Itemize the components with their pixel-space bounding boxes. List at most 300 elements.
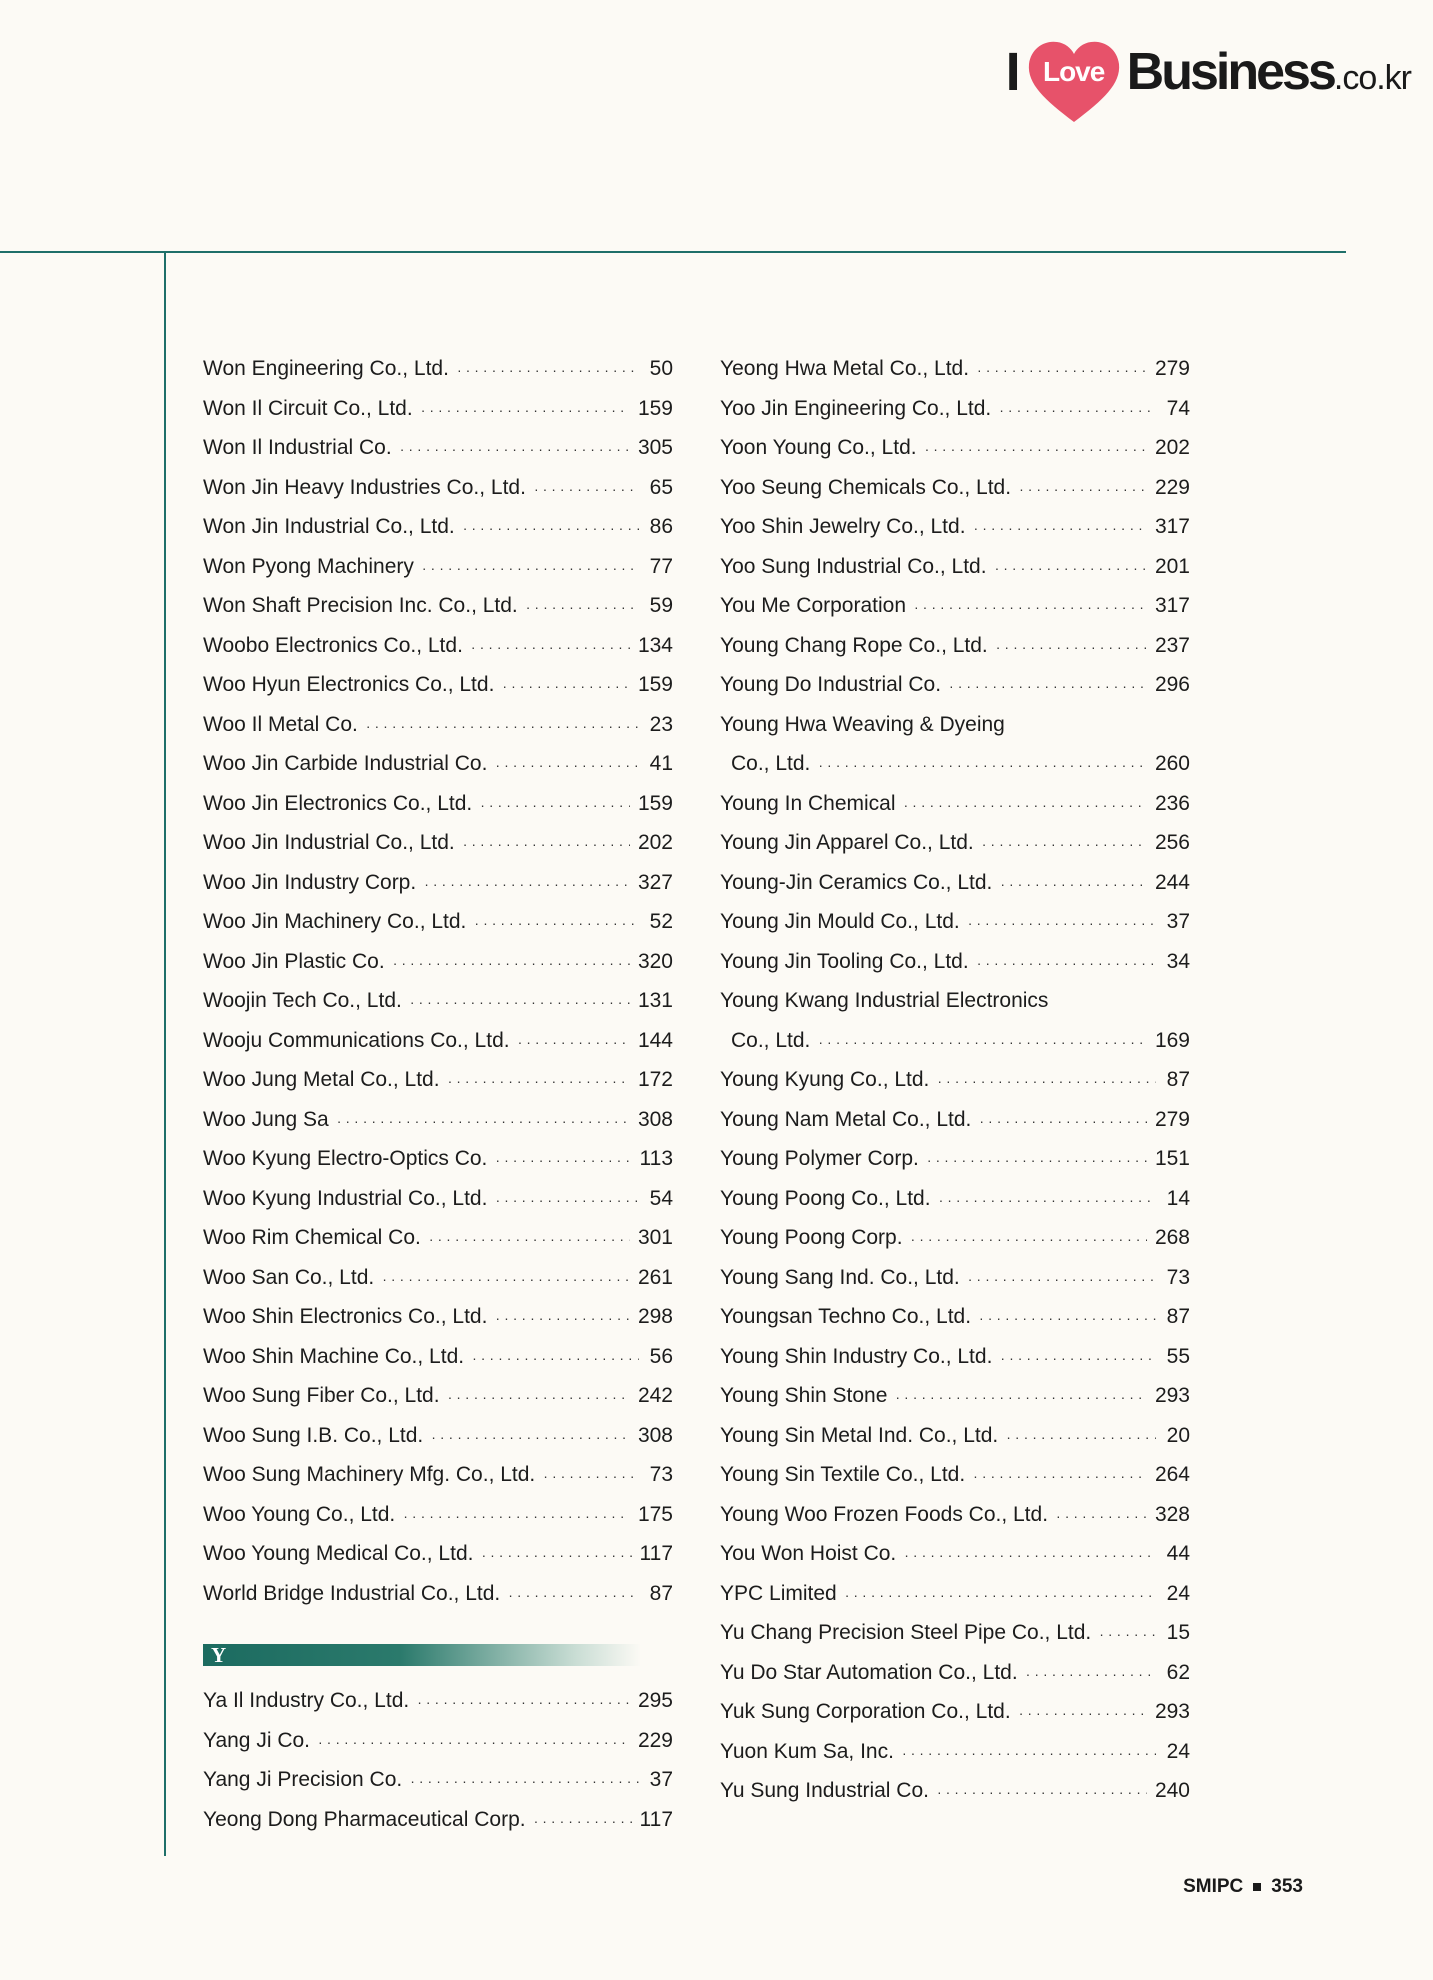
index-entry [203, 357, 673, 397]
index-entry [203, 476, 673, 516]
entry-name: Young Shin Stone [720, 1384, 888, 1407]
entry-page: 201 [1154, 554, 1190, 578]
entry-name: Yeong Hwa Metal Co., Ltd. [720, 357, 970, 380]
entry-page: 86 [649, 515, 673, 538]
entry-page: 87 [1166, 1068, 1190, 1091]
entry-name: YPC Limited [720, 1581, 837, 1605]
dot-leader [939, 1192, 1156, 1208]
entry-name: Ya Il Industry Co., Ltd. [203, 1689, 410, 1712]
dot-leader [526, 599, 639, 615]
index-entry [720, 634, 1190, 674]
index-entry [203, 910, 673, 950]
entry-page: 62 [1166, 1660, 1190, 1684]
dot-leader [902, 1745, 1156, 1761]
entry-page: 117 [639, 1807, 673, 1831]
index-entry [720, 1542, 1190, 1582]
index-entry-heading [720, 713, 1190, 753]
dot-leader [417, 1694, 630, 1710]
entry-name: Woo Sung I.B. Co., Ltd. [203, 1423, 424, 1447]
index-entry [720, 1068, 1190, 1108]
entry-page: 296 [1154, 673, 1190, 696]
entry-page: 59 [649, 594, 673, 617]
entry-name: Yang Ji Co. [203, 1728, 310, 1752]
dot-leader [982, 836, 1147, 852]
entry-page: 44 [1166, 1542, 1190, 1565]
entry-name: Young Woo Frozen Foods Co., Ltd. [720, 1502, 1049, 1526]
entry-name: Woobo Electronics Co., Ltd. [203, 633, 463, 657]
entry-name: Yuon Kum Sa, Inc. [720, 1739, 894, 1763]
index-entry [203, 1542, 673, 1582]
entry-name: Woo Shin Machine Co., Ltd. [203, 1344, 465, 1368]
dot-leader [495, 1310, 630, 1326]
entry-page: 237 [1154, 633, 1190, 657]
dot-leader [1000, 1350, 1156, 1366]
index-entry [203, 634, 673, 674]
entry-name: Woo Jung Metal Co., Ltd. [203, 1068, 440, 1091]
dot-leader [495, 1192, 639, 1208]
entry-page: 159 [637, 673, 673, 696]
entry-page: 117 [639, 1542, 673, 1565]
index-entry [720, 1187, 1190, 1227]
entry-name: You Me Corporation [720, 594, 907, 617]
dot-leader [974, 520, 1147, 536]
entry-name: Young Kwang Industrial Electronics [720, 989, 1049, 1012]
index-entry [720, 1384, 1190, 1424]
entry-name: Yoo Shin Jewelry Co., Ltd. [720, 515, 966, 538]
dot-leader [463, 836, 630, 852]
dot-leader [318, 1734, 630, 1750]
index-entry [720, 1305, 1190, 1345]
dot-leader [463, 520, 639, 536]
entry-name: Young Kyung Co., Ltd. [720, 1068, 930, 1091]
entry-page: 74 [1166, 396, 1190, 420]
entry-page: 159 [637, 396, 673, 420]
entry-page: 37 [1166, 910, 1190, 933]
section-header-y: Y [203, 1644, 641, 1666]
dot-leader [927, 1152, 1147, 1168]
dot-leader [949, 678, 1147, 694]
index-entry [203, 989, 673, 1029]
entry-name: Woo Sung Machinery Mfg. Co., Ltd. [203, 1463, 536, 1486]
entry-name: Won Il Industrial Co. [203, 436, 392, 459]
index-entry-heading [720, 989, 1190, 1029]
entry-name: Yu Sung Industrial Co. [720, 1779, 929, 1802]
dot-leader [403, 1508, 630, 1524]
entry-page: 134 [637, 633, 673, 657]
entry-name: Woo Jung Sa [203, 1107, 329, 1131]
dot-leader [818, 1034, 1147, 1050]
index-entry [720, 1503, 1190, 1543]
dot-leader [495, 1152, 631, 1168]
index-entry [203, 555, 673, 595]
entry-page: 52 [649, 910, 673, 933]
entry-page: 293 [1154, 1384, 1190, 1407]
dot-leader [845, 1587, 1156, 1603]
entry-name: Young Sang Ind. Co., Ltd. [720, 1265, 960, 1289]
entry-name: Woo Hyun Electronics Co., Ltd. [203, 673, 495, 696]
dot-leader [495, 757, 639, 773]
dot-leader [977, 955, 1156, 971]
dot-leader [1000, 876, 1147, 892]
index-entry [720, 476, 1190, 516]
entry-name: World Bridge Industrial Co., Ltd. [203, 1581, 501, 1605]
entry-name: Woo Kyung Industrial Co., Ltd. [203, 1186, 488, 1210]
index-entry [203, 436, 673, 476]
entry-page: 301 [637, 1226, 673, 1249]
entry-name-continued: Co., Ltd. [731, 752, 811, 775]
entry-page: 279 [1154, 357, 1190, 380]
dot-leader [1019, 1705, 1147, 1721]
entry-name: Woo Jin Plastic Co. [203, 949, 385, 973]
entry-name: Woo Sung Fiber Co., Ltd. [203, 1384, 440, 1407]
entry-name: Yu Chang Precision Steel Pipe Co., Ltd. [720, 1621, 1092, 1644]
entry-name-continued: Co., Ltd. [731, 1028, 811, 1052]
entry-page: 242 [637, 1384, 673, 1407]
entry-name: Woo Jin Carbide Industrial Co. [203, 752, 488, 775]
dot-leader [366, 718, 639, 734]
dot-leader [999, 402, 1156, 418]
entry-name: Young Hwa Weaving & Dyeing [720, 712, 1005, 736]
entry-page: 15 [1166, 1621, 1190, 1644]
entry-page: 56 [649, 1344, 673, 1368]
entry-name: Yuk Sung Corporation Co., Ltd. [720, 1700, 1011, 1723]
entry-name: Young Polymer Corp. [720, 1147, 919, 1170]
dot-leader [481, 1547, 631, 1563]
entry-name: Young Do Industrial Co. [720, 673, 942, 696]
entry-name: Young-Jin Ceramics Co., Ltd. [720, 870, 993, 894]
index-entry [720, 1779, 1190, 1819]
dot-leader [977, 362, 1147, 378]
dot-leader [431, 1429, 630, 1445]
entry-name: Won Pyong Machinery [203, 554, 414, 578]
dot-leader [973, 1468, 1147, 1484]
index-entry [203, 1108, 673, 1148]
dot-leader [422, 560, 639, 576]
entry-name: Young Poong Co., Ltd. [720, 1186, 931, 1210]
entry-name: Wooju Communications Co., Ltd. [203, 1028, 510, 1052]
dot-leader [534, 481, 639, 497]
entry-name: Yoo Jin Engineering Co., Ltd. [720, 396, 992, 420]
entry-name: Youngsan Techno Co., Ltd. [720, 1305, 972, 1328]
index-column-left [203, 357, 673, 1847]
index-entry [203, 397, 673, 437]
dot-leader [337, 1113, 630, 1129]
index-entry [203, 673, 673, 713]
site-logo [1006, 28, 1411, 116]
dot-leader [937, 1073, 1156, 1089]
entry-name: Woo San Co., Ltd. [203, 1265, 375, 1289]
dot-leader [448, 1073, 630, 1089]
index-entry [203, 871, 673, 911]
entry-page: 308 [637, 1107, 673, 1131]
index-entry [720, 1582, 1190, 1622]
entry-name: Yeong Dong Pharmaceutical Corp. [203, 1807, 526, 1831]
index-entry [720, 752, 1190, 792]
dot-leader [472, 1350, 639, 1366]
index-entry [720, 555, 1190, 595]
dot-leader [996, 639, 1147, 655]
entry-name: Yu Do Star Automation Co., Ltd. [720, 1660, 1018, 1684]
index-entry [720, 1266, 1190, 1306]
dot-leader [424, 876, 630, 892]
index-entry [720, 515, 1190, 555]
entry-page: 34 [1166, 949, 1190, 973]
entry-page: 23 [649, 712, 673, 736]
entry-name: Yoo Seung Chemicals Co., Ltd. [720, 475, 1012, 499]
entry-name: Young Sin Metal Ind. Co., Ltd. [720, 1423, 999, 1447]
logo-tld: .co.kr [1333, 58, 1411, 97]
entry-page: 264 [1154, 1463, 1190, 1486]
index-entry [203, 1305, 673, 1345]
index-entry [203, 950, 673, 990]
entry-name: Yoo Sung Industrial Co., Ltd. [720, 554, 987, 578]
entry-page: 298 [637, 1305, 673, 1328]
dot-leader [421, 402, 630, 418]
entry-page: 229 [637, 1728, 673, 1752]
entry-name: Young Nam Metal Co., Ltd. [720, 1107, 972, 1131]
entry-page: 268 [1154, 1226, 1190, 1249]
entry-page: 327 [637, 870, 673, 894]
margin-rule [164, 251, 166, 1856]
index-entry [720, 594, 1190, 634]
index-entry [203, 1463, 673, 1503]
dot-leader [979, 1113, 1147, 1129]
dot-leader [429, 1231, 630, 1247]
entry-page: 260 [1154, 752, 1190, 775]
entry-page: 305 [637, 436, 673, 459]
index-entry [720, 1740, 1190, 1780]
entry-name: Woo Young Co., Ltd. [203, 1502, 396, 1526]
entry-name: Young Jin Mould Co., Ltd. [720, 910, 960, 933]
index-entry [720, 1463, 1190, 1503]
index-entry [203, 1345, 673, 1385]
index-entry [720, 792, 1190, 832]
entry-page: 41 [649, 752, 673, 775]
entry-page: 169 [1154, 1028, 1190, 1052]
index-entry [720, 1147, 1190, 1187]
entry-page: 256 [1154, 831, 1190, 854]
index-entry [720, 1108, 1190, 1148]
entry-name: Woo Jin Industry Corp. [203, 870, 417, 894]
index-entry [203, 1029, 673, 1069]
dot-leader [1019, 481, 1147, 497]
entry-name: You Won Hoist Co. [720, 1542, 897, 1565]
index-entry [720, 1424, 1190, 1464]
index-entry [720, 871, 1190, 911]
index-entry [720, 1029, 1190, 1069]
index-entry [203, 1768, 673, 1808]
index-entry [720, 397, 1190, 437]
entry-page: 202 [1154, 436, 1190, 459]
entry-page: 320 [637, 949, 673, 973]
entry-name: Woo Rim Chemical Co. [203, 1226, 421, 1249]
dot-leader [904, 1547, 1156, 1563]
dot-leader [543, 1468, 639, 1484]
entry-page: 54 [649, 1186, 673, 1210]
entry-name: Woo Il Metal Co. [203, 712, 358, 736]
entry-name: Young Shin Industry Co., Ltd. [720, 1344, 993, 1368]
dot-leader [534, 1813, 632, 1829]
entry-page: 151 [1154, 1147, 1190, 1170]
index-entry [720, 673, 1190, 713]
index-entry [203, 1226, 673, 1266]
publication-name: SMIPC [1183, 1876, 1244, 1897]
index-entry [203, 1147, 673, 1187]
entry-name: Young Jin Tooling Co., Ltd. [720, 949, 969, 973]
page-number: 353 [1271, 1876, 1303, 1897]
entry-name: Young Poong Corp. [720, 1226, 903, 1249]
dot-leader [1056, 1508, 1147, 1524]
dot-leader [448, 1389, 630, 1405]
entry-page: 202 [637, 831, 673, 854]
index-entry [203, 1384, 673, 1424]
dot-leader [518, 1034, 630, 1050]
page-folio [1183, 1876, 1303, 1898]
index-entry [720, 1226, 1190, 1266]
dot-leader [382, 1271, 630, 1287]
dot-leader [818, 757, 1147, 773]
index-entry [203, 1503, 673, 1543]
dot-leader [508, 1587, 639, 1603]
entry-page: 240 [1154, 1779, 1190, 1802]
entry-name: Woo Young Medical Co., Ltd. [203, 1542, 474, 1565]
dot-leader [502, 678, 630, 694]
entry-page: 87 [1166, 1305, 1190, 1328]
entry-page: 172 [637, 1068, 673, 1091]
index-entry [203, 594, 673, 634]
dot-leader [968, 915, 1156, 931]
index-entry [720, 1700, 1190, 1740]
index-entry [203, 1187, 673, 1227]
entry-name: Woo Jin Industrial Co., Ltd. [203, 831, 455, 854]
index-entry [203, 1582, 673, 1622]
entry-name: Won Jin Heavy Industries Co., Ltd. [203, 475, 526, 499]
entry-page: 244 [1154, 870, 1190, 894]
index-column-right [720, 357, 1190, 1819]
entry-name: Won Jin Industrial Co., Ltd. [203, 515, 455, 538]
index-entry [203, 515, 673, 555]
dot-leader [471, 639, 630, 655]
dot-leader [1006, 1429, 1156, 1445]
logo-i: I [1005, 42, 1019, 102]
dot-leader [474, 915, 639, 931]
index-entry [203, 1689, 673, 1729]
dot-leader [393, 955, 630, 971]
dot-leader [895, 1389, 1147, 1405]
entry-page: 159 [637, 791, 673, 815]
entry-page: 279 [1154, 1107, 1190, 1131]
dot-leader [979, 1310, 1156, 1326]
entry-page: 144 [637, 1028, 673, 1052]
entry-name: Woo Shin Electronics Co., Ltd. [203, 1305, 488, 1328]
entry-name: Woojin Tech Co., Ltd. [203, 989, 402, 1012]
entry-page: 73 [649, 1463, 673, 1486]
entry-page: 317 [1154, 515, 1190, 538]
dot-leader [904, 797, 1147, 813]
entry-page: 131 [637, 989, 673, 1012]
logo-love: Love [1042, 56, 1105, 87]
index-entry [203, 752, 673, 792]
separator-square [1253, 1883, 1261, 1891]
dot-leader [925, 441, 1147, 457]
index-entry [720, 831, 1190, 871]
entry-name: Young In Chemical [720, 791, 896, 815]
index-entry [203, 1266, 673, 1306]
dot-leader [410, 994, 630, 1010]
dot-leader [410, 1773, 639, 1789]
dot-leader [995, 560, 1147, 576]
dot-leader [911, 1231, 1147, 1247]
entry-page: 236 [1154, 791, 1190, 815]
entry-page: 229 [1154, 475, 1190, 499]
entry-name: Yoon Young Co., Ltd. [720, 436, 917, 459]
index-entry [203, 1808, 673, 1848]
dot-leader [457, 362, 639, 378]
entry-page: 175 [637, 1502, 673, 1526]
index-entry [720, 910, 1190, 950]
dot-leader [1099, 1626, 1156, 1642]
index-entry [203, 792, 673, 832]
index-entry [203, 1068, 673, 1108]
entry-name: Young Chang Rope Co., Ltd. [720, 633, 988, 657]
entry-name: Won Shaft Precision Inc. Co., Ltd. [203, 594, 518, 617]
index-entry [720, 357, 1190, 397]
entry-page: 65 [649, 475, 673, 499]
dot-leader [968, 1271, 1156, 1287]
entry-page: 293 [1154, 1700, 1190, 1723]
index-entry [203, 1729, 673, 1769]
entry-page: 24 [1166, 1739, 1190, 1763]
entry-page: 50 [649, 357, 673, 380]
header-rule [0, 251, 1346, 253]
entry-page: 77 [649, 554, 673, 578]
entry-name: Woo Kyung Electro-Optics Co. [203, 1147, 488, 1170]
entry-page: 295 [637, 1689, 673, 1712]
entry-page: 317 [1154, 594, 1190, 617]
entry-name: Yang Ji Precision Co. [203, 1768, 403, 1791]
dot-leader [937, 1784, 1147, 1800]
entry-page: 113 [639, 1147, 673, 1170]
entry-name: Woo Jin Machinery Co., Ltd. [203, 910, 467, 933]
index-entry [720, 436, 1190, 476]
index-entry [203, 713, 673, 753]
index-entry [720, 1661, 1190, 1701]
entry-page: 20 [1166, 1423, 1190, 1447]
dot-leader [914, 599, 1147, 615]
entry-page: 73 [1166, 1265, 1190, 1289]
dot-leader [480, 797, 630, 813]
entry-name: Won Engineering Co., Ltd. [203, 357, 449, 380]
logo-business: Business [1126, 43, 1334, 101]
entry-page: 14 [1166, 1186, 1190, 1210]
entry-page: 87 [649, 1581, 673, 1605]
heart-icon [1025, 38, 1123, 126]
dot-leader [1026, 1666, 1156, 1682]
dot-leader [400, 441, 630, 457]
entry-page: 261 [637, 1265, 673, 1289]
index-entry [720, 950, 1190, 990]
entry-name: Young Sin Textile Co., Ltd. [720, 1463, 966, 1486]
entry-name: Won Il Circuit Co., Ltd. [203, 396, 413, 420]
index-entry [203, 831, 673, 871]
entry-page: 55 [1166, 1344, 1190, 1368]
entry-page: 308 [637, 1423, 673, 1447]
index-entry [720, 1345, 1190, 1385]
entry-name: Young Jin Apparel Co., Ltd. [720, 831, 974, 854]
index-entry [203, 1424, 673, 1464]
entry-page: 24 [1166, 1581, 1190, 1605]
entry-page: 37 [649, 1768, 673, 1791]
